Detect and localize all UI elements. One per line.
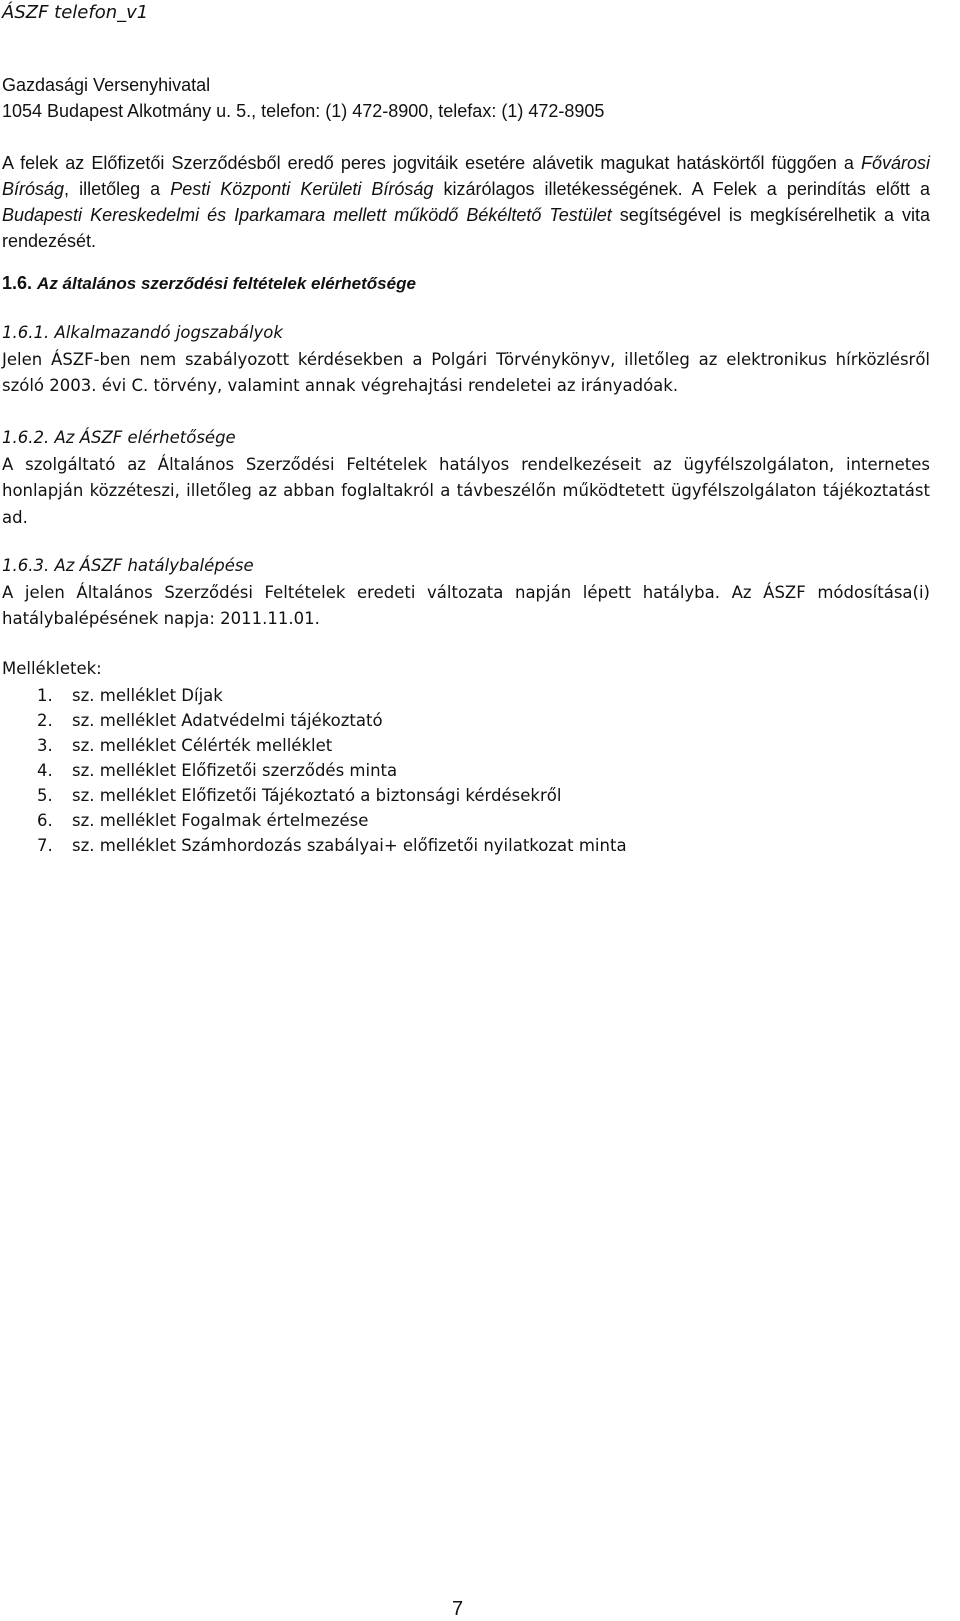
section-title: Az általános szerződési feltételek elérhetősége	[37, 274, 416, 293]
annex-list	[2, 683, 930, 858]
jurisdiction-text-2: , illetőleg a	[64, 179, 171, 199]
address-block	[2, 72, 930, 124]
jurisdiction-text-1: A felek az Előfizetői Szerződésből eredő peres jogvitáik esetére alávetik magukat hatáskörtől függően a	[2, 153, 861, 173]
annex-item: 1. sz. melléklet Díjak	[37, 685, 223, 705]
subsection-heading: 1.6.1. Alkalmazandó jogszabályok	[2, 323, 283, 342]
annex-item: 7. sz. melléklet Számhordozás szabályai+ előfizetői nyilatkozat minta	[37, 835, 627, 855]
running-header: ÁSZF telefon_v1	[2, 2, 149, 23]
subsection-heading: 1.6.2. Az ÁSZF elérhetősége	[2, 428, 236, 447]
authority-name: Gazdasági Versenyhivatal	[2, 75, 211, 95]
jurisdiction-paragraph	[2, 150, 930, 254]
court-name-2: Pesti Központi Kerületi Bíróság	[170, 179, 434, 199]
chamber-name: Budapesti Kereskedelmi és Iparkamara mellett működő Békéltető Testület	[2, 205, 612, 225]
subsection-body: A jelen Általános Szerződési Feltételek eredeti változata napján lépett hatályba. Az ÁSZF módosítása(i) hatálybalépésének napja: 2011.11.01.	[2, 582, 930, 628]
annexes	[2, 656, 930, 858]
section-1-6-1	[2, 320, 930, 400]
annex-item: 6. sz. melléklet Fogalmak értelmezése	[37, 810, 369, 830]
section-number: 1.6.	[2, 273, 33, 293]
annex-item: 5. sz. melléklet Előfizetői Tájékoztató a biztonsági kérdésekről	[37, 785, 562, 805]
jurisdiction-text-3: kizárólagos illetékességének. A Felek a perindítás előtt a	[433, 179, 930, 199]
authority-address: 1054 Budapest Alkotmány u. 5., telefon: (1) 472-8900, telefax: (1) 472-8905	[2, 101, 605, 121]
section-1-6-2	[2, 425, 930, 531]
subsection-heading: 1.6.3. Az ÁSZF hatálybalépése	[2, 556, 254, 575]
jurisdiction-text-4: segítségével is megkísérelhetik a vita rendezését.	[2, 205, 930, 251]
annex-item: 4. sz. melléklet Előfizetői szerződés minta	[37, 760, 398, 780]
annexes-heading: Mellékletek:	[2, 659, 102, 678]
court-name-1: Fővárosi Bíróság	[2, 153, 930, 199]
section-1-6-3	[2, 553, 930, 633]
page-number: 7	[452, 1598, 464, 1620]
annex-item: 3. sz. melléklet Célérték melléklet	[37, 735, 333, 755]
subsection-body: Jelen ÁSZF-ben nem szabályozott kérdésekben a Polgári Törvénykönyv, illetőleg az elektronikus hírközlésről szóló 2003. évi C. törvény, valamint annak végrehajtási rendeletei az irányadóak.	[2, 349, 930, 395]
subsection-body: A szolgáltató az Általános Szerződési Feltételek hatályos rendelkezéseit az ügyfélszolgálaton, internetes honlapján közzéteszi, illetőleg az abban foglaltakról a távbeszélőn működtetett ügyfélszolgálaton tájékoztatást ad.	[2, 454, 930, 527]
annex-item: 2. sz. melléklet Adatvédelmi tájékoztató	[37, 710, 383, 730]
section-1-6-heading	[2, 270, 930, 297]
